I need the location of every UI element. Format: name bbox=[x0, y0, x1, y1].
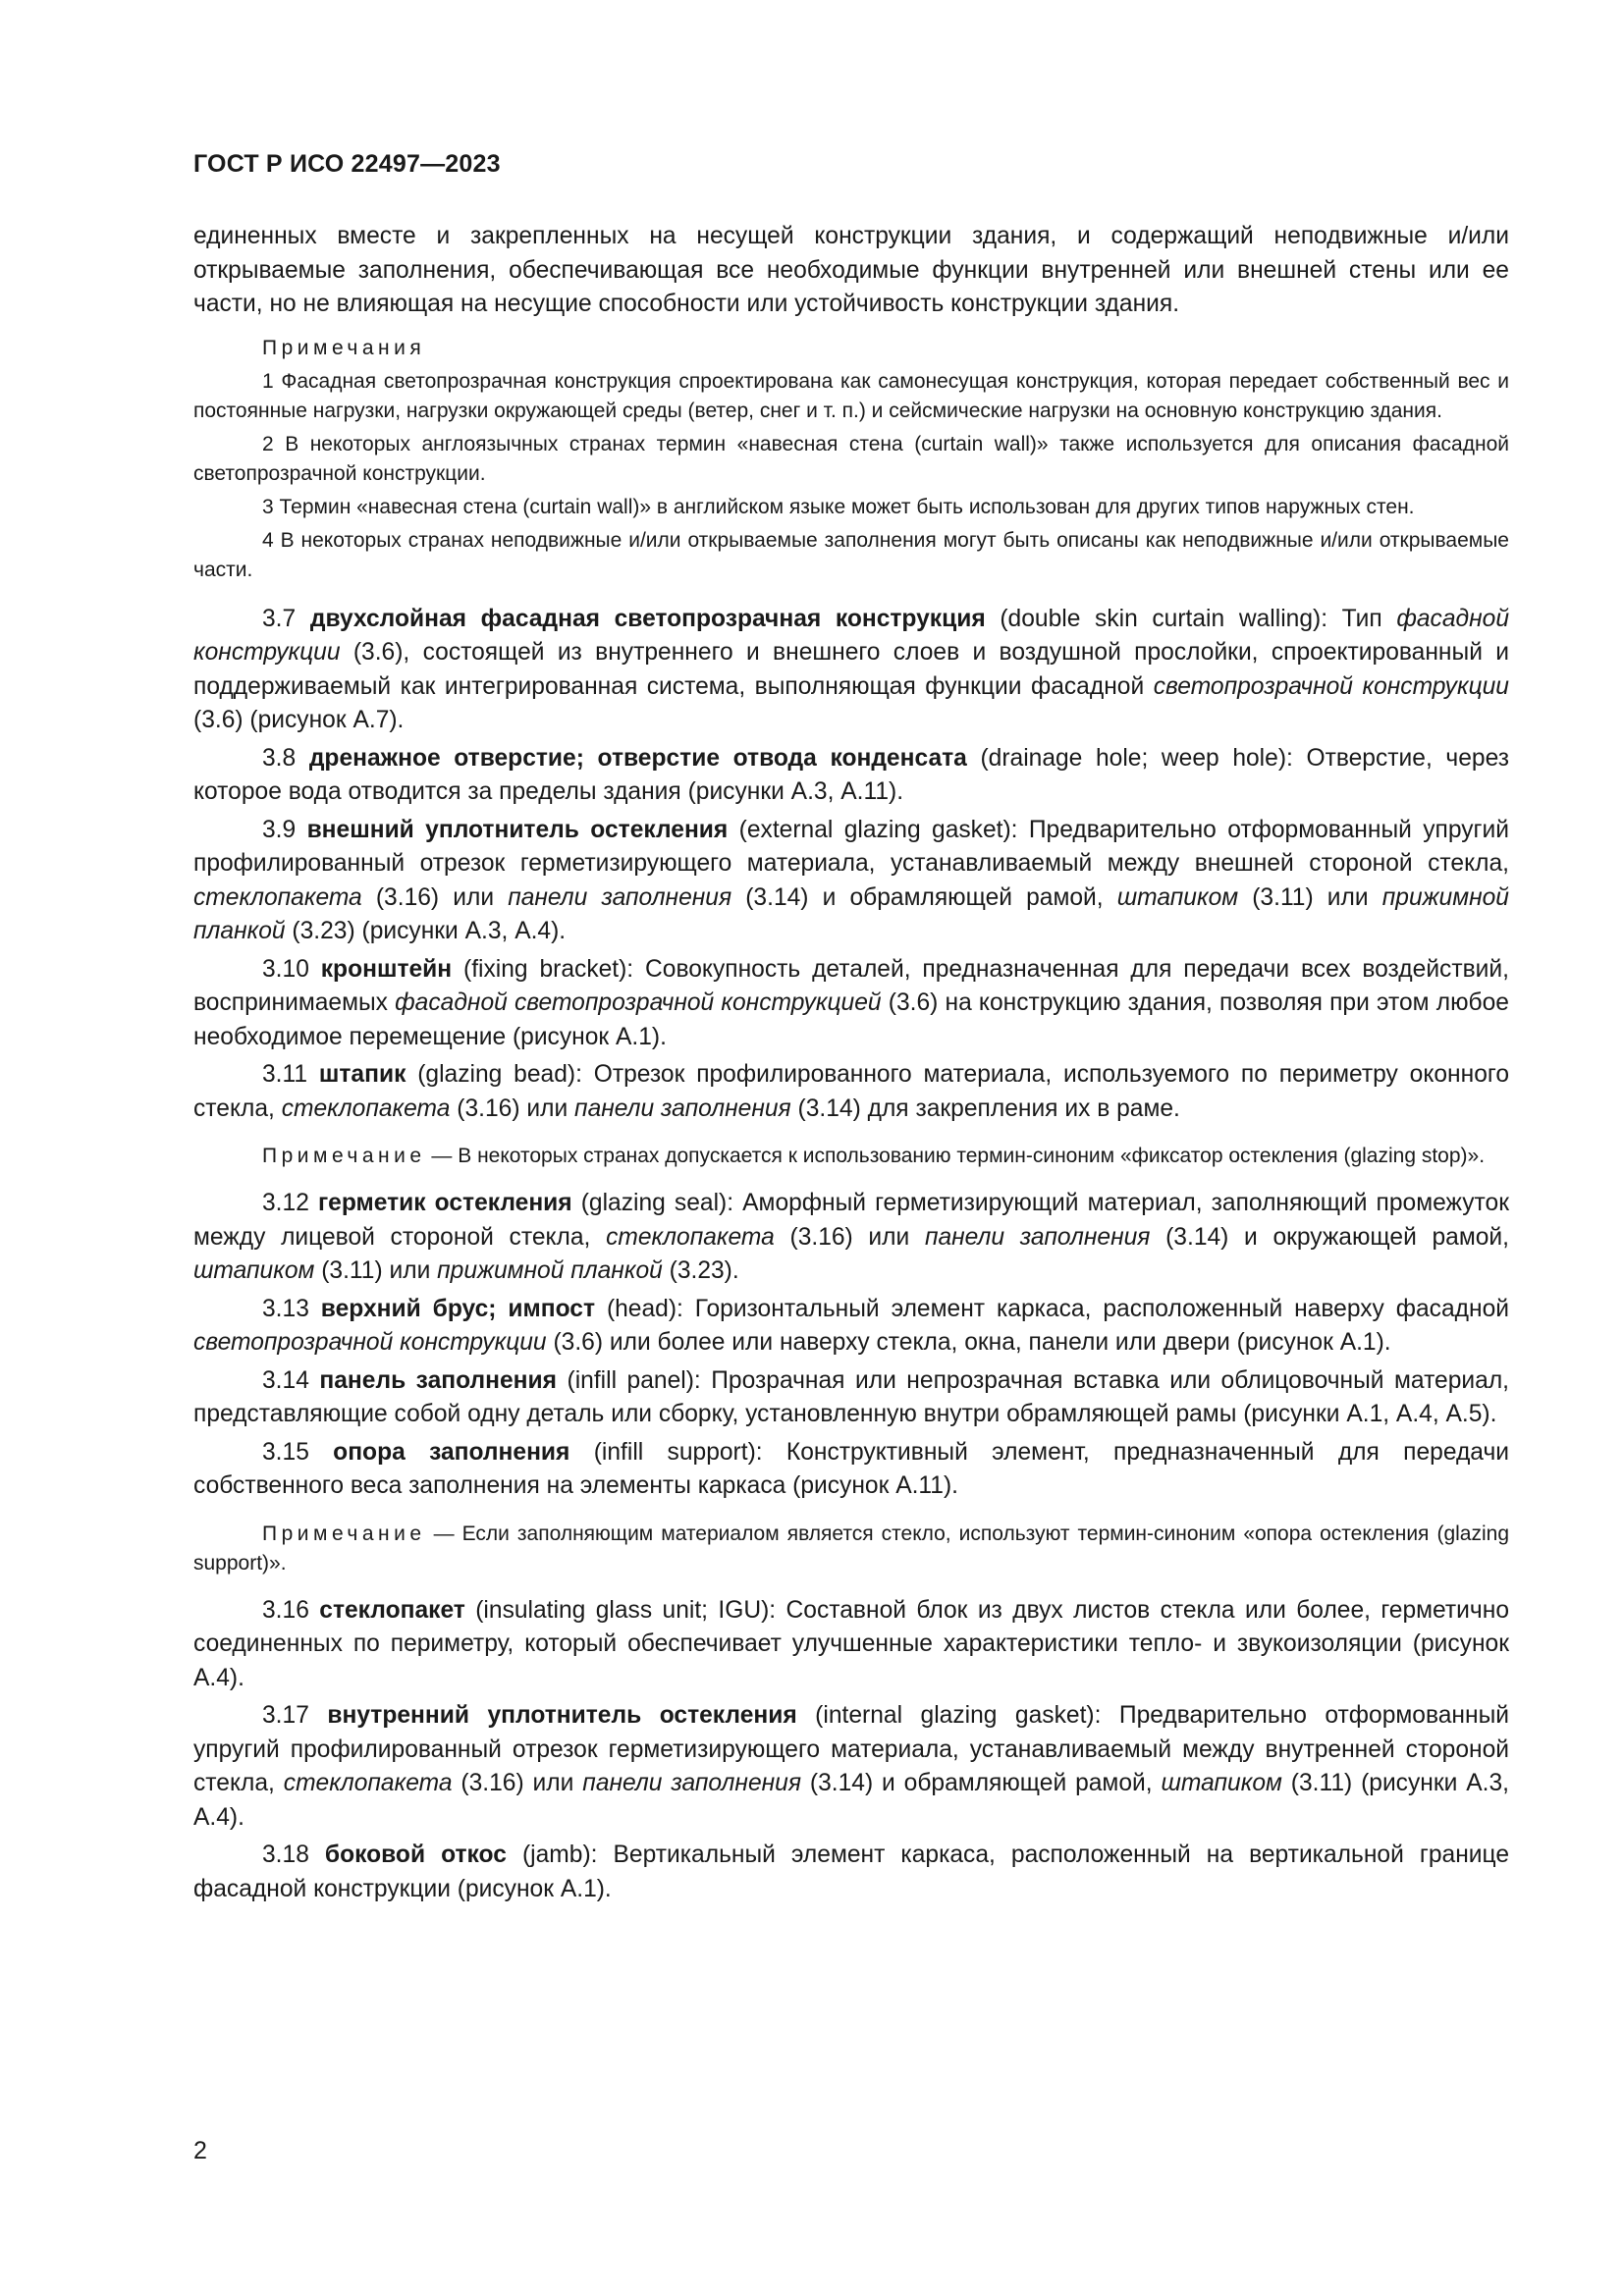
note-4: 4 В некоторых странах неподвижные и/или открываемые заполнения могут быть описаны как неподвижные и/или открываемые части. bbox=[193, 528, 1509, 581]
document-header: ГОСТ Р ИСО 22497—2023 bbox=[193, 150, 501, 178]
note-3-11: Примечание — В некоторых странах допускается к использованию термин-синоним «фиксатор остекления (glazing stop)». bbox=[262, 1145, 1486, 1167]
term-3-9: внешний уплотнитель остекления bbox=[306, 816, 729, 843]
definition-3-11: 3.11 штапик (glazing bead): Отрезок профилированного материала, используемого по периметру оконного стекла, стеклопакета (3.16) или панели заполнения (3.14) для закрепления их в раме. bbox=[193, 1061, 1510, 1122]
term-3-15: опора заполнения bbox=[333, 1438, 570, 1466]
definition-3-10: 3.10 кронштейн (fixing bracket): Совокупность деталей, предназначенная для передачи всех воздействий, воспринимаемых фасадной светопрозрачной конструкцией (3.6) на конструкцию здания, позволяя при этом любое необходимое перемещение (рисунок А.1). bbox=[193, 955, 1509, 1050]
definition-3-18: 3.18 боковой откос (jamb): Вертикальный элемент каркаса, расположенный на вертикальной границе фасадной конструкции (рисунок А.1). bbox=[193, 1842, 1509, 1902]
term-3-17: внутренний уплотнитель остекления bbox=[327, 1702, 797, 1729]
definition-3-17: 3.17 внутренний уплотнитель остекления (internal glazing gasket): Предварительно отформованный упругий профилированный отрезок герметизирующего материала, устанавливаемый между внутренней стороной стекла, стеклопакета (3.16) или панели заполнения (3.14) и обрамляющей рамой, штапиком (3.11) (рисунки А.3, А.4). bbox=[193, 1702, 1510, 1831]
definition-3-7: 3.7 двухслойная фасадная светопрозрачная конструкция (double skin curtain walling): Тип фасадной конструкции (3.6), состоящей из внутреннего и внешнего слоев и воздушной прослойки, спроектированный и поддерживаемый как интегрированная система, выполняющая функции фасадной светопрозрачной конструкции (3.6) (рисунок А.7). bbox=[193, 605, 1509, 733]
term-3-11: штапик bbox=[318, 1061, 406, 1088]
definition-3-12: 3.12 герметик остекления (glazing seal): Аморфный герметизирующий материал, заполняющий промежуток между лицевой стороной стекла, стеклопакета (3.16) или панели заполнения (3.14) и окружающей рамой, штапиком (3.11) или прижимной планкой (3.23). bbox=[193, 1190, 1509, 1284]
term-3-14: панель заполнения bbox=[319, 1366, 558, 1394]
note-3-15: Примечание — Если заполняющим материалом является стекло, используют термин-синоним «опора остекления (glazing support)». bbox=[193, 1522, 1509, 1575]
term-3-7: двухслойная фасадная светопрозрачная конструкция bbox=[309, 605, 986, 632]
definition-3-16: 3.16 стеклопакет (insulating glass unit; IGU): Составной блок из двух листов стекла или более, герметично соединенных по периметру, который обеспечивает улучшенные характеристики тепло- и звукоизоляции (рисунок А.4). bbox=[193, 1596, 1509, 1691]
definition-3-15: 3.15 опора заполнения (infill support): Конструктивный элемент, предназначенный для передачи собственного веса заполнения на элементы каркаса (рисунок А.11). bbox=[193, 1438, 1509, 1499]
intro-paragraph: единенных вместе и закрепленных на несущей конструкции здания, и содержащий неподвижные и/или открываемые заполнения, обеспечивающая все необходимые функции внутренней или внешней стены или ее части, но не влияющая на несущие способности или устойчивость конструкции здания. bbox=[193, 223, 1509, 317]
definition-3-14: 3.14 панель заполнения (infill panel): Прозрачная или непрозрачная вставка или облицовочный материал, представляющие собой одну деталь или сборку, установленную внутри обрамляющей рамы (рисунки А.1, А.4, А.5). bbox=[193, 1366, 1510, 1427]
term-3-12: герметик остекления bbox=[317, 1190, 572, 1216]
term-3-16: стеклопакет bbox=[319, 1596, 465, 1624]
term-3-13: верхний брус; импост bbox=[320, 1295, 596, 1322]
note-1: 1 Фасадная светопрозрачная конструкция спроектирована как самонесущая конструкция, которая передает собственный вес и постоянные нагрузки, нагрузки окружающей среды (ветер, снег и т. п.) и сейсмические нагрузки на основную конструкцию здания. bbox=[193, 369, 1509, 422]
note-3: 3 Термин «навесная стена (curtain wall)» в английском языке может быть использован для других типов наружных стен. bbox=[262, 495, 1415, 518]
document-body bbox=[193, 220, 1509, 1906]
term-3-18: боковой откос bbox=[324, 1842, 507, 1868]
definition-3-9: 3.9 внешний уплотнитель остекления (external glazing gasket): Предварительно отформованный упругий профилированный отрезок герметизирующего материала, устанавливаемый между внешней стороной стекла, стеклопакета (3.16) или панели заполнения (3.14) и обрамляющей рамой, штапиком (3.11) или прижимной планкой (3.23) (рисунки А.3, А.4). bbox=[193, 816, 1509, 944]
page-number: 2 bbox=[193, 2137, 207, 2164]
term-3-10: кронштейн bbox=[320, 955, 453, 983]
notes-title: Примечания bbox=[262, 336, 426, 359]
term-3-8: дренажное отверстие; отверстие отвода конденсата bbox=[308, 744, 967, 772]
definition-3-13: 3.13 верхний брус; импост (head): Горизонтальный элемент каркаса, расположенный наверху фасадной светопрозрачной конструкции (3.6) или более или наверху стекла, окна, панели или двери (рисунок А.1). bbox=[193, 1295, 1509, 1356]
note-2: 2 В некоторых англоязычных странах термин «навесная стена (curtain wall)» также используется для описания фасадной светопрозрачной конструкции. bbox=[193, 432, 1509, 485]
definition-3-8: 3.8 дренажное отверстие; отверстие отвода конденсата (drainage hole; weep hole): Отверстие, через которое вода отводится за пределы здания (рисунки А.3, А.11). bbox=[193, 744, 1509, 805]
